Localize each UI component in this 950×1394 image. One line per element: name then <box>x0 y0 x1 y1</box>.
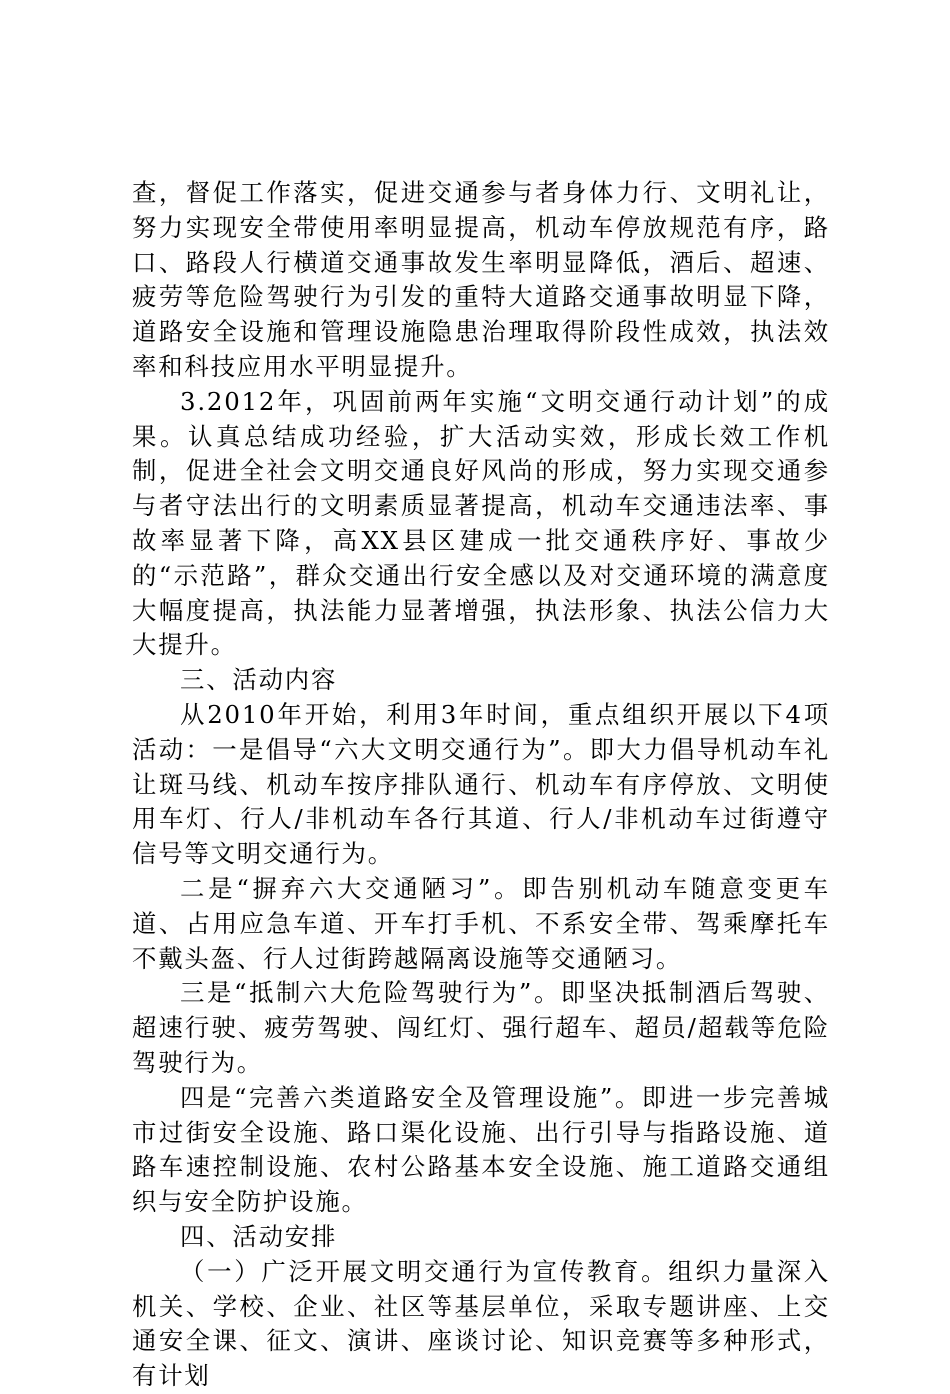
paragraph-2: 3.2012年，巩固前两年实施“文明交通行动计划”的成果。认真总结成功经验，扩大活动实效，形成长效工作机制，促进全社会文明交通良好风尚的形成，努力实现交通参与者守法出行的文明素质显著提高，机动车交通违法率、事故率显著下降，高XX县区建成一批交通秩序好、事故少的“示范路”，群众交通出行安全感以及对交通环境的满意度大幅度提高，执法能力显著增强，执法形象、执法公信力大大提升。 <box>132 386 830 660</box>
paragraph-4: 二是“摒弃六大交通陋习”。即告别机动车随意变更车道、占用应急车道、开车打手机、不系安全带、驾乘摩托车不戴头盔、行人过街跨越隔离设施等交通陋习。 <box>132 873 830 973</box>
paragraph-1: 查，督促工作落实，促进交通参与者身体力行、文明礼让，努力实现安全带使用率明显提高，机动车停放规范有序，路口、路段人行横道交通事故发生率明显降低，酒后、超速、疲劳等危险驾驶行为引发的重特大道路交通事故明显下降，道路安全设施和管理设施隐患治理取得阶段性成效，执法效率和科技应用水平明显提升。 <box>132 178 830 381</box>
section-heading-activity-content: 三、活动内容 <box>180 665 338 695</box>
paragraph-3: 从2010年开始，利用3年时间，重点组织开展以下4项活动：一是倡导“六大文明交通行为”。即大力倡导机动车礼让斑马线、机动车按序排队通行、机动车有序停放、文明使用车灯、行人/非机动车各行其道、行人/非机动车过街遵守信号等文明交通行为。 <box>132 699 830 869</box>
paragraph-6: 四是“完善六类道路安全及管理设施”。即进一步完善城市过街安全设施、路口渠化设施、出行引导与指路设施、道路车速控制设施、农村公路基本安全设施、施工道路交通组织与安全防护设施。 <box>132 1082 830 1217</box>
paragraph-7: （一）广泛开展文明交通行为宣传教育。组织力量深入机关、学校、企业、社区等基层单位，采取专题讲座、上交通安全课、征文、演讲、座谈讨论、知识竞赛等多种形式，有计划 <box>132 1256 830 1391</box>
section-heading-activity-arrangement: 四、活动安排 <box>180 1221 338 1251</box>
paragraph-5: 三是“抵制六大危险驾驶行为”。即坚决抵制酒后驾驶、超速行驶、疲劳驾驶、闯红灯、强行超车、超员/超载等危险驾驶行为。 <box>132 978 830 1077</box>
document-body <box>132 176 830 1394</box>
